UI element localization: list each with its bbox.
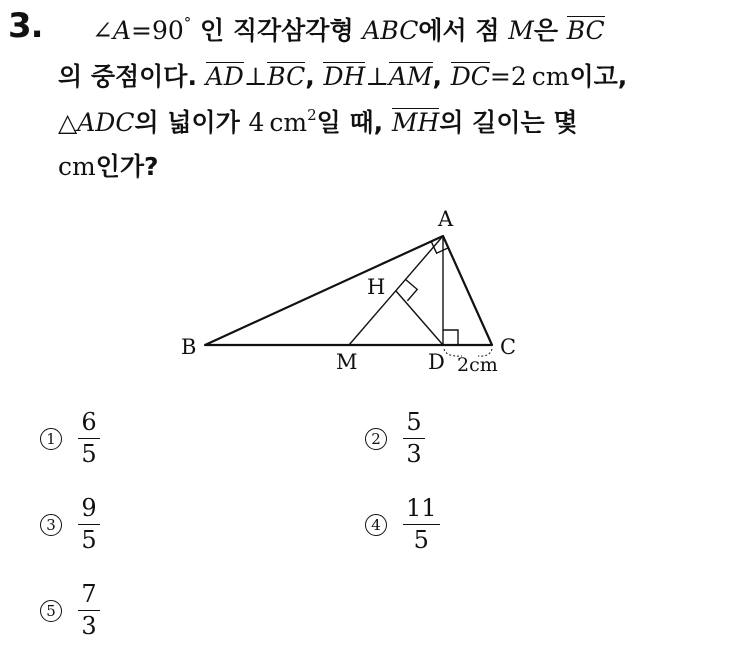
numerator: 5 <box>406 408 422 436</box>
segment-ad: AD <box>205 62 244 91</box>
unit-cm: cm <box>531 62 570 91</box>
area-value: 4 <box>248 108 265 137</box>
fraction-bar <box>403 524 440 525</box>
text-point: 에서 점 <box>418 16 500 45</box>
triangle-abc-shape <box>205 236 492 345</box>
text-area: 의 넓이가 <box>134 108 240 137</box>
denominator: 3 <box>406 440 422 469</box>
fraction <box>78 410 100 467</box>
numerator: 6 <box>81 408 97 436</box>
numerator: 9 <box>81 494 97 522</box>
choice-5[interactable] <box>40 582 100 639</box>
text-when: 일 때, <box>316 108 384 137</box>
text-eun: 은 <box>533 16 558 45</box>
question-line-2 <box>58 62 627 90</box>
label-dc-length: 2cm <box>457 354 498 376</box>
dc-value: =2 <box>489 62 527 91</box>
fraction-bar <box>78 524 100 525</box>
angle-symbol: ∠ <box>92 16 113 45</box>
segment-bc: BC <box>566 16 605 45</box>
perp-symbol: ⊥ <box>365 62 389 91</box>
fraction <box>403 410 425 467</box>
fraction <box>78 582 100 639</box>
unit-cm: cm <box>269 108 308 137</box>
choice-4[interactable] <box>365 496 440 553</box>
choice-3[interactable] <box>40 496 100 553</box>
triangle-symbol: △ <box>58 108 78 137</box>
denominator: 3 <box>81 612 97 641</box>
question-number: 3. <box>8 6 43 46</box>
square-exponent: 2 <box>307 106 317 124</box>
label-b: B <box>181 335 197 359</box>
fraction-bar <box>78 438 100 439</box>
choice-marker: 1 <box>40 428 62 450</box>
fraction-bar <box>78 610 100 611</box>
fraction-bar <box>403 438 425 439</box>
label-c: C <box>500 335 517 359</box>
unit-cm: cm <box>58 152 96 181</box>
vertex-a: A <box>112 16 132 45</box>
triangle-figure <box>180 205 520 380</box>
label-d: D <box>428 350 445 374</box>
comma: , <box>305 62 315 91</box>
segment-am: AM <box>388 62 433 91</box>
denominator: 5 <box>81 526 97 555</box>
segment-dc: DC <box>450 62 490 91</box>
choice-marker: 4 <box>365 514 387 536</box>
choice-1[interactable] <box>40 410 100 467</box>
denominator: 5 <box>81 440 97 469</box>
point-m: M <box>508 16 534 45</box>
degree-symbol: ° <box>183 14 192 32</box>
segment-dh-line <box>396 291 443 345</box>
question-line-4 <box>58 154 159 179</box>
perp-symbol: ⊥ <box>243 62 268 91</box>
right-angle-d <box>443 330 458 345</box>
question-line-3 <box>58 108 577 136</box>
label-a: A <box>438 207 454 231</box>
text-and: 이고, <box>569 62 628 91</box>
text-midpoint: 의 중점이다. <box>58 62 197 91</box>
denominator: 5 <box>413 526 429 555</box>
right-angle-h <box>406 280 417 301</box>
fraction <box>78 496 100 553</box>
choice-marker: 3 <box>40 514 62 536</box>
text-question: 인가? <box>95 152 159 181</box>
label-m: M <box>336 350 358 374</box>
numerator: 7 <box>81 580 97 608</box>
angle-value: =90 <box>131 16 184 45</box>
triangle-adc: ADC <box>77 108 135 137</box>
numerator: 11 <box>406 494 437 522</box>
choice-2[interactable] <box>365 410 425 467</box>
triangle-abc: ABC <box>362 16 419 45</box>
choice-marker: 2 <box>365 428 387 450</box>
fraction <box>403 496 440 553</box>
segment-dh: DH <box>323 62 366 91</box>
choice-marker: 5 <box>40 600 62 622</box>
question-line-1 <box>92 16 605 44</box>
text-length: 의 길이는 몇 <box>439 108 578 137</box>
segment-bc: BC <box>267 62 306 91</box>
segment-mh: MH <box>391 108 440 137</box>
comma: , <box>432 62 443 91</box>
text-right-triangle: 인 직각삼각형 <box>200 16 354 45</box>
label-h: H <box>367 275 386 299</box>
